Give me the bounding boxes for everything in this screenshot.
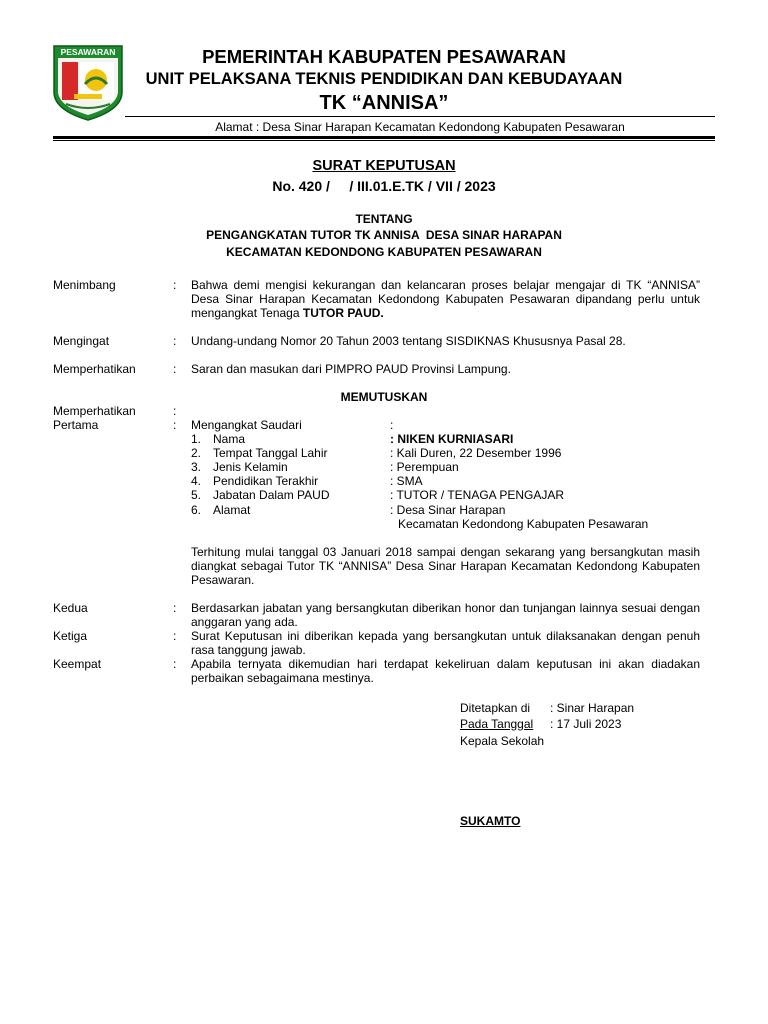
date-line — [460, 717, 624, 731]
memperhatikan-text: Saran dan masukan dari PIMPRO PAUD Provinsi Lampung. — [191, 362, 511, 376]
field-num: 5. — [191, 488, 202, 502]
about-heading: TENTANG — [355, 212, 413, 226]
document-type: SURAT KEPUTUSAN — [312, 158, 456, 174]
header-address: Alamat : Desa Sinar Harapan Kecamatan Kedondong Kabupaten Pesawaran — [215, 120, 625, 134]
colon: : — [173, 629, 177, 643]
ketiga-text: Surat Keputusan ini diberikan kepada yang bersangkutan untuk dilaksanakan dengan penuh rasa tanggung jawab. — [191, 629, 700, 657]
pertama-label: Pertama — [53, 418, 99, 432]
field-num: 2. — [191, 446, 202, 460]
field-value-address: : Desa Sinar Harapan — [390, 503, 506, 517]
colon: : — [173, 362, 177, 376]
field-num: 3. — [191, 460, 202, 474]
header-unit: UNIT PELAKSANA TEKNIS PENDIDIKAN DAN KEBUDAYAAN — [145, 70, 623, 88]
colon: : — [173, 404, 177, 418]
field-num: 6. — [191, 503, 202, 517]
document-number: No. 420 / / III.01.E.TK / VII / 2023 — [272, 178, 496, 194]
field-label-ttl: Tempat Tanggal Lahir — [213, 446, 328, 460]
place-value: : Sinar Harapan — [550, 701, 635, 715]
signer-name: SUKAMTO — [460, 814, 521, 828]
effective-text: Terhitung mulai tanggal 03 Januari 2018 sampai dengan sekarang yang bersangkutan masih diangkat sebagai Tutor TK “ANNISA” Desa Sinar Harapan Kecamatan Kedondong Kabupaten Pesawaran. — [191, 545, 700, 587]
field-num: 1. — [191, 432, 202, 446]
field-value-nama: : NIKEN KURNIASARI — [390, 432, 514, 446]
place-label: Ditetapkan di — [460, 701, 531, 715]
colon: : — [173, 601, 177, 615]
field-value-position: : TUTOR / TENAGA PENGAJAR — [390, 488, 565, 502]
field-value-education: : SMA — [390, 474, 423, 488]
colon: : — [173, 418, 177, 432]
header-double-rule-thick — [53, 136, 715, 139]
field-value-ttl: : Kali Duren, 22 Desember 1996 — [390, 446, 562, 460]
colon: : — [173, 657, 177, 671]
keempat-text: Apabila ternyata dikemudian hari terdapat kekeliruan dalam keputusan ini akan diadakan perbaikan sebagaimana mestinya. — [191, 657, 700, 685]
menimbang-body: Bahwa demi mengisi kekurangan dan kelancaran proses belajar mengajar di TK “ANNISA” Desa Sinar Harapan Kecamatan Kedondong Kabupaten Pesawaran dipandang perlu untuk mengangkat Tenaga — [191, 278, 700, 320]
appoint-text: Mengangkat Saudari — [191, 418, 302, 432]
ketiga-label: Ketiga — [53, 629, 88, 643]
subject-line-2: KECAMATAN KEDONDONG KABUPATEN PESAWARAN — [226, 245, 542, 259]
kedua-label: Kedua — [53, 601, 88, 615]
subject-line-1: PENGANGKATAN TUTOR TK ANNISA DESA SINAR HARAPAN — [206, 228, 562, 242]
header-rule — [125, 116, 715, 117]
memutuskan-heading: MEMUTUSKAN — [340, 390, 428, 404]
field-label-gender: Jenis Kelamin — [213, 460, 288, 474]
mengingat-text: Undang-undang Nomor 20 Tahun 2003 tentang SISDIKNAS Khususnya Pasal 28. — [191, 334, 626, 348]
date-label: Pada Tanggal — [460, 717, 534, 731]
date-value: : 17 Juli 2023 — [550, 717, 622, 731]
header-government: PEMERINTAH KABUPATEN PESAWARAN — [202, 46, 566, 67]
signer-position: Kepala Sekolah — [460, 734, 545, 748]
colon: : — [173, 278, 177, 292]
field-label-nama: Nama — [213, 432, 246, 446]
memperhatikan-label: Memperhatikan — [53, 362, 136, 376]
memperhatikan-label-2: Memperhatikan — [53, 404, 136, 418]
mengingat-label: Mengingat — [53, 334, 110, 348]
keempat-label: Keempat — [53, 657, 102, 671]
header-double-rule-thin — [53, 140, 715, 141]
field-label-address: Alamat — [213, 503, 251, 517]
menimbang-label: Menimbang — [53, 278, 116, 292]
field-num: 4. — [191, 474, 202, 488]
field-value-gender: : Perempuan — [390, 460, 459, 474]
pesawaran-logo — [52, 44, 124, 122]
colon: : — [173, 334, 177, 348]
header-school: TK “ANNISA” — [319, 92, 449, 114]
colon: : — [390, 418, 394, 432]
svg-text:PESAWARAN: PESAWARAN — [60, 47, 116, 57]
menimbang-bold: TUTOR PAUD. — [302, 306, 384, 320]
menimbang-text — [191, 278, 700, 320]
field-label-position: Jabatan Dalam PAUD — [213, 488, 330, 502]
field-label-education: Pendidikan Terakhir — [213, 474, 319, 488]
field-value-address-cont: Kecamatan Kedondong Kabupaten Pesawaran — [398, 517, 649, 531]
kedua-text: Berdasarkan jabatan yang bersangkutan diberikan honor dan tunjangan lainnya sesuai dengan anggaran yang ada. — [191, 601, 700, 629]
